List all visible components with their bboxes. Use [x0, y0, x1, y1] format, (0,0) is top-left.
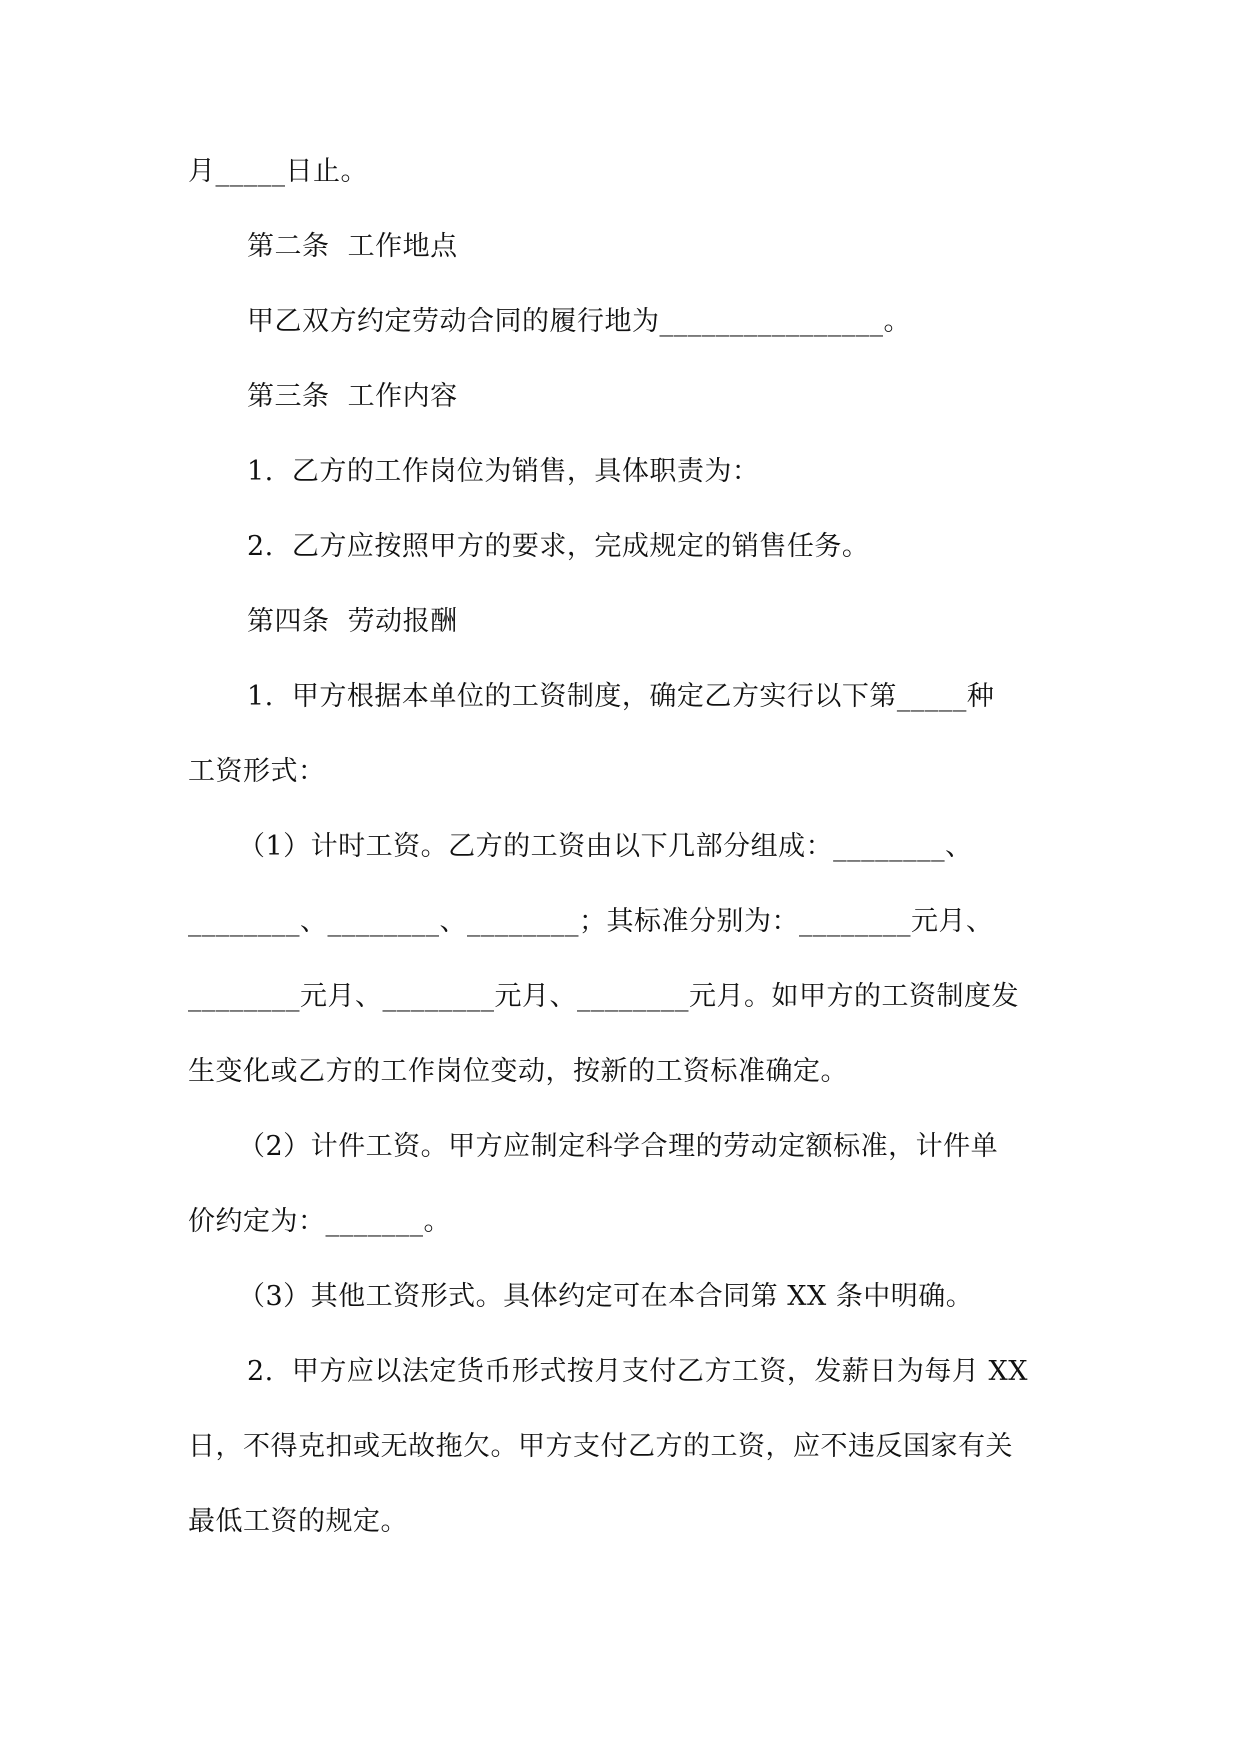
section-heading: 第三条 工作内容	[247, 381, 458, 412]
text-line: 最低工资的规定。	[188, 1506, 408, 1537]
text-line: 月_____日止。	[188, 156, 368, 187]
sub-item: （1）计时工资。乙方的工资由以下几部分组成：________、	[238, 831, 973, 862]
text-line: ________、________、________；其标准分别为：________元月、	[188, 906, 994, 937]
list-item: 1. 甲方根据本单位的工资制度，确定乙方实行以下第_____种	[247, 681, 995, 712]
text-line: 工资形式：	[188, 756, 326, 787]
text-line: 价约定为：_______。	[188, 1206, 451, 1237]
text-line: 甲乙双方约定劳动合同的履行地为________________。	[247, 306, 911, 337]
text-line: 日，不得克扣或无故拖欠。甲方支付乙方的工资，应不违反国家有关	[188, 1431, 1013, 1462]
sub-item: （3）其他工资形式。具体约定可在本合同第 XX 条中明确。	[238, 1281, 974, 1312]
sub-item: （2）计件工资。甲方应制定科学合理的劳动定额标准，计件单	[238, 1131, 999, 1162]
text-line: ________元月、________元月、________元月。如甲方的工资制度发	[188, 981, 1019, 1012]
list-item: 2. 乙方应按照甲方的要求，完成规定的销售任务。	[247, 531, 870, 562]
section-heading: 第四条 劳动报酬	[247, 606, 458, 637]
list-item: 2. 甲方应以法定货币形式按月支付乙方工资，发薪日为每月 XX	[247, 1356, 1028, 1387]
list-item: 1. 乙方的工作岗位为销售，具体职责为：	[247, 456, 760, 487]
text-line: 生变化或乙方的工作岗位变动，按新的工资标准确定。	[188, 1056, 848, 1087]
section-heading: 第二条 工作地点	[247, 231, 458, 262]
